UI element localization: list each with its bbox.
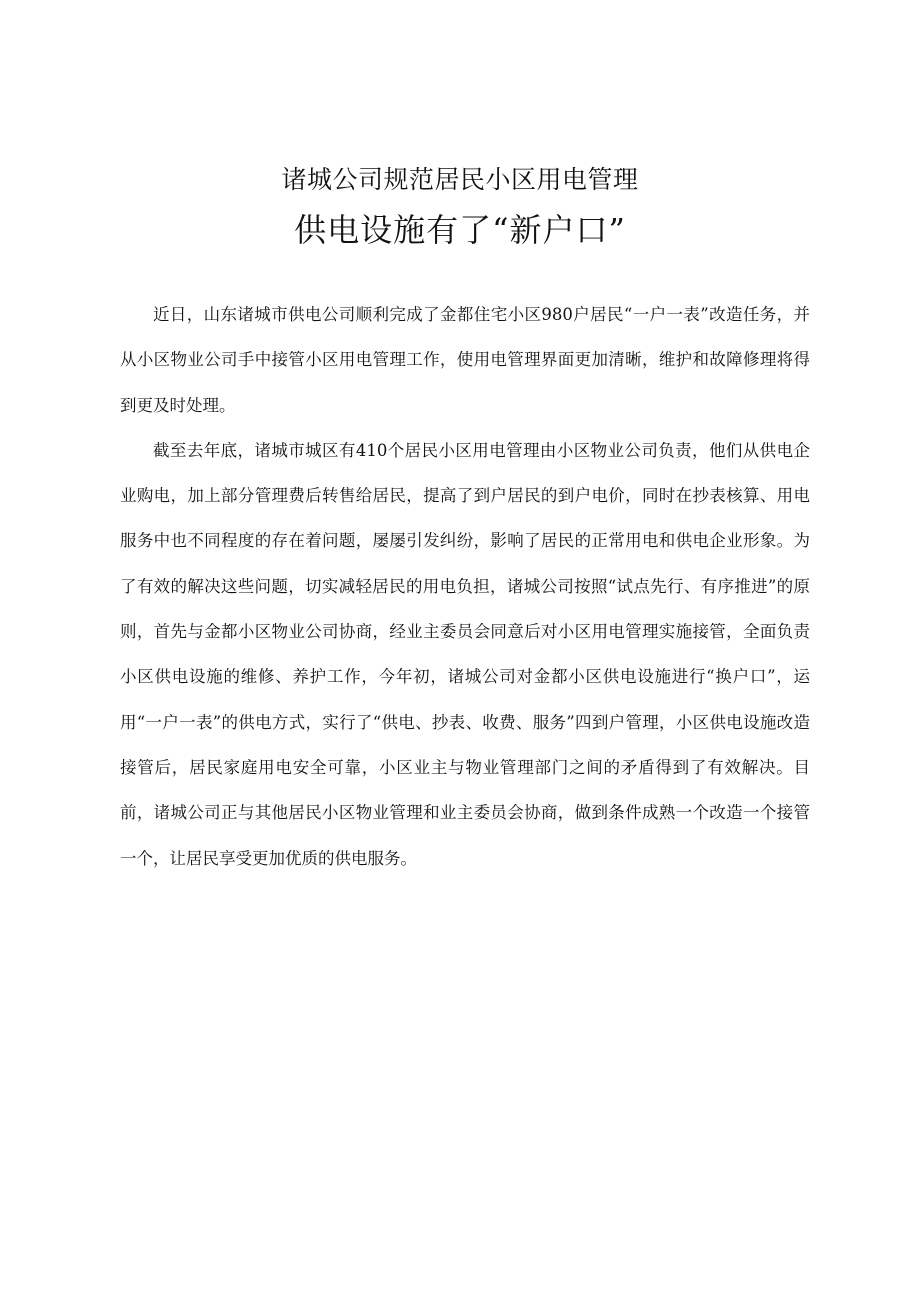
document-title: 供电设施有了“新户口” (294, 211, 626, 249)
paragraph-2: 截至去年底，诸城市城区有410个居民小区用电管理由小区物业公司负责，他们从供电企业购电，加上部分管理费后转售给居民，提高了到户居民的到户电价，同时在抄表核算、用电服务中也不同程度的存在着问题，屡屡引发纠纷，影响了居民的正常用电和供电企业形象。为了有效的解决这些问题，切实减轻居民的用电负担，诸城公司按照“试点先行、有序推进”的原则，首先与金都小区物业公司协商，经业主委员会同意后对小区用电管理实施接管，全面负责小区供电设施的维修、养护工作，今年初，诸城公司对金都小区供电设施进行“换户口”，运用“一户一表”的供电方式，实行了“供电、抄表、收费、服务”四到户管理，小区供电设施改造接管后，居民家庭用电安全可靠，小区业主与物业管理部门之间的矛盾得到了有效解决。目前，诸城公司正与其他居民小区物业管理和业主委员会协商，做到条件成熟一个改造一个接管一个，让居民享受更加优质的供电服务。 (120, 440, 810, 868)
title-block (0, 160, 920, 256)
paragraph-1: 近日，山东诸城市供电公司顺利完成了金都住宅小区980户居民“一户一表”改造任务，并从小区物业公司手中接管小区用电管理工作，使用电管理界面更加清晰，维护和故障修理将得到更及时处理。 (120, 305, 810, 415)
document-subtitle: 诸城公司规范居民小区用电管理 (281, 165, 639, 194)
article-body (120, 292, 810, 881)
